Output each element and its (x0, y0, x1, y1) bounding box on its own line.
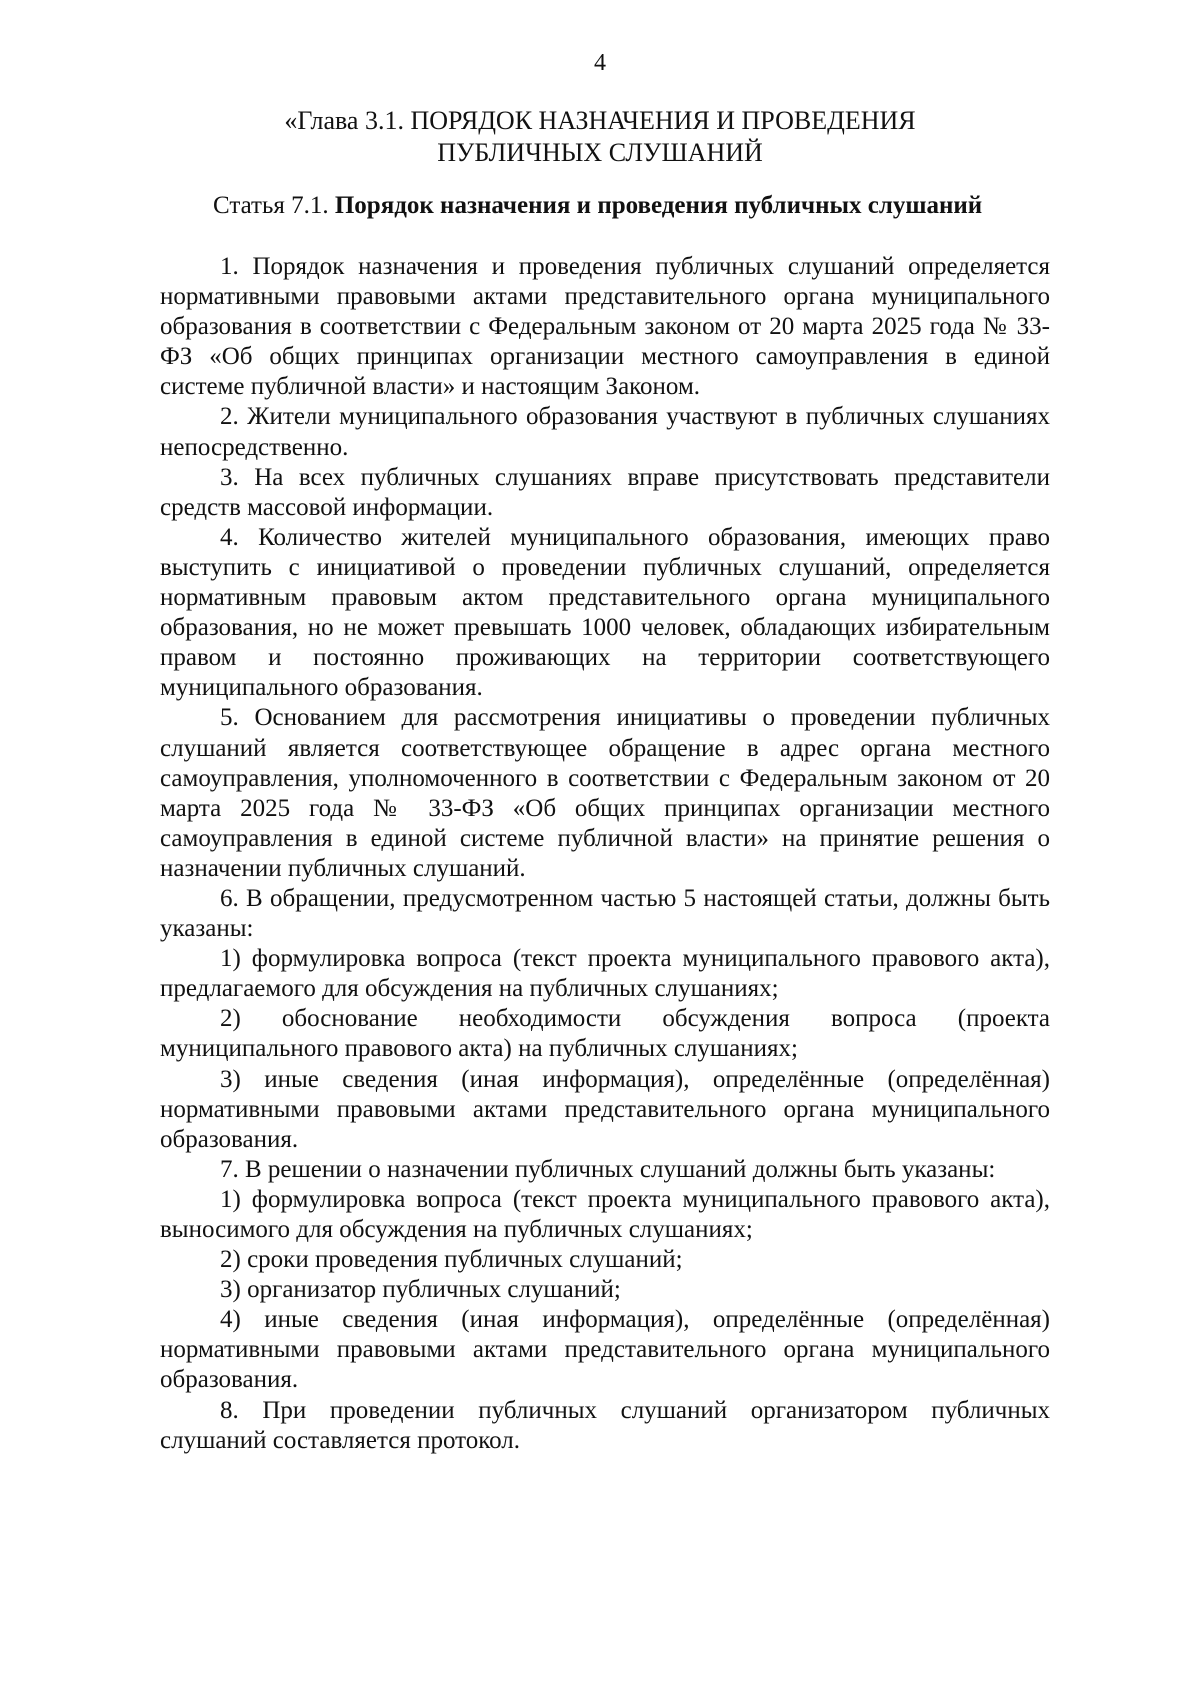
paragraph-6-item-2: 2) обоснование необходимости обсуждения вопроса (проекта муниципального правового акта) на публичных слушаниях; (160, 1005, 1050, 1063)
paragraph-6: 6. В обращении, предусмотренном частью 5 настоящей статьи, должны быть указаны: (160, 884, 1050, 943)
chapter-title-line-1: «Глава 3.1. ПОРЯДОК НАЗНАЧЕНИЯ И ПРОВЕДЕНИЯ (284, 106, 916, 135)
paragraph-1: 1. Порядок назначения и проведения публичных слушаний определяется нормативными правовыми актами представительного органа муниципального образования в соответствии с Федеральным законом от 20 марта 2025 года № 33-ФЗ «Об общих принципах организации местного самоуправления в единой системе публичной власти» и настоящим Законом. (160, 253, 1050, 401)
paragraph-7: 7. В решении о назначении публичных слушаний должны быть указаны: (220, 1155, 996, 1183)
paragraph-6-item-1: 1) формулировка вопроса (текст проекта муниципального правового акта), предлагаемого для обсуждения на публичных слушаниях; (160, 945, 1050, 1003)
chapter-title (160, 105, 1040, 169)
article-number: Статья 7.1. (213, 192, 335, 219)
paragraph-7-item-1: 1) формулировка вопроса (текст проекта муниципального правового акта), выносимого для обсуждения на публичных слушаниях; (160, 1185, 1050, 1243)
paragraph-7-item-4: 4) иные сведения (иная информация), определённые (определённая) нормативными правовыми актами представительного органа муниципального образования. (160, 1306, 1050, 1394)
paragraph-5: 5. Основанием для рассмотрения инициативы о проведении публичных слушаний является соответствующее обращение в адрес органа местного самоуправления, уполномоченного в соответствии с Федеральным законом от 20 марта 2025 года № 33-ФЗ «Об общих принципах организации местного самоуправления в единой системе публичной власти» на принятие решения о назначении публичных слушаний. (160, 704, 1050, 882)
paragraph-7-item-3: 3) организатор публичных слушаний; (220, 1276, 621, 1304)
page-number: 4 (594, 50, 606, 76)
article-heading (160, 190, 1050, 222)
paragraph-4: 4. Количество жителей муниципального образования, имеющих право выступить с инициативой о проведении публичных слушаний, определяется нормативным правовым актом представительного органа муниципального образования, но не может превышать 1000 человек, обладающих избирательным правом и постоянно проживающих на территории соответствующего муниципального образования. (160, 523, 1050, 702)
paragraph-7-item-2: 2) сроки проведения публичных слушаний; (220, 1246, 683, 1274)
paragraph-6-item-3: 3) иные сведения (иная информация), определённые (определённая) нормативными правовыми актами представительного органа муниципального образования. (160, 1065, 1050, 1153)
paragraph-8: 8. При проведении публичных слушаний организатором публичных слушаний составляется протокол. (160, 1396, 1050, 1454)
paragraph-3: 3. На всех публичных слушаниях вправе присутствовать представители средств массовой информации. (160, 463, 1050, 521)
article-title: Порядок назначения и проведения публичных слушаний (334, 192, 983, 219)
paragraph-2: 2. Жители муниципального образования участвуют в публичных слушаниях непосредственно. (160, 403, 1050, 461)
chapter-title-line-2: ПУБЛИЧНЫХ СЛУШАНИЙ (437, 138, 763, 167)
article-body (160, 252, 1050, 1456)
